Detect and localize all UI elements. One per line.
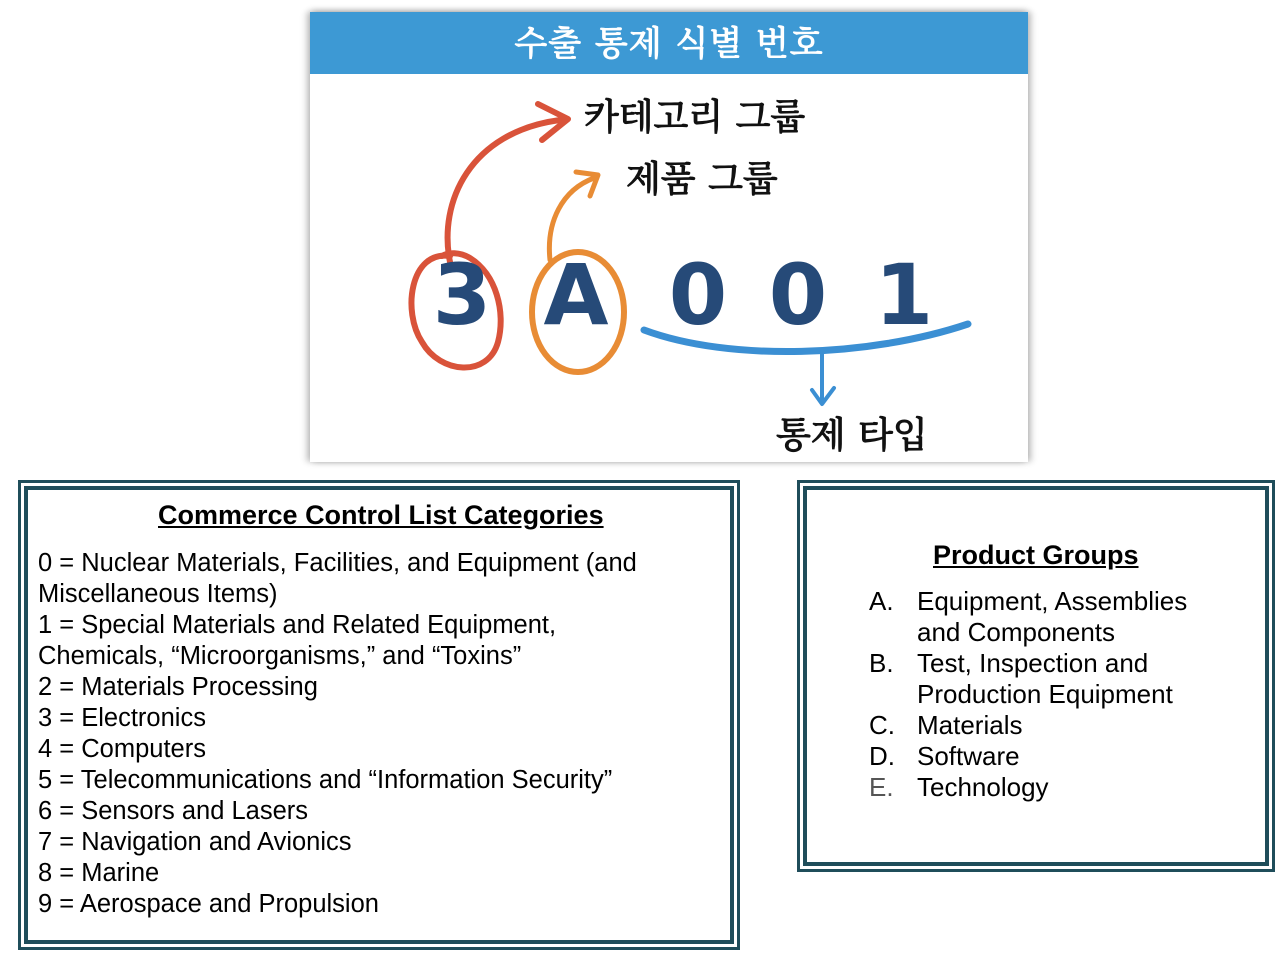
eccn-digit-control-2: 0 [768, 246, 828, 344]
eccn-digit-product: A [543, 246, 609, 344]
ccl-line: 7 = Navigation and Avionics [38, 828, 352, 856]
control-type-label: 통제 타입 [776, 415, 928, 456]
ccl-line: 1 = Special Materials and Related Equipment, [38, 611, 557, 639]
product-groups-title: Product Groups [933, 540, 1139, 570]
eccn-digit-category: 3 [432, 246, 492, 344]
ccl-line: 3 = Electronics [38, 704, 206, 732]
product-group-letter: B. [869, 648, 894, 678]
ccl-line: 0 = Nuclear Materials, Facilities, and Equipment (and [38, 549, 637, 577]
ccl-line: Miscellaneous Items) [38, 580, 278, 608]
product-groups-box [803, 486, 1269, 866]
eccn-digit-control-1: 0 [668, 246, 728, 344]
product-group-text: Test, Inspection and [917, 648, 1149, 678]
product-group-text: and Components [917, 617, 1116, 647]
product-group-letter: C. [869, 710, 895, 740]
product-group-letter: D. [869, 741, 895, 771]
product-group-text: Production Equipment [917, 679, 1173, 709]
eccn-header: 수출 통제 식별 번호 [310, 12, 1028, 74]
category-group-label: 카테고리 그룹 [584, 97, 806, 138]
product-group-label: 제품 그룹 [626, 159, 778, 200]
product-group-letter: A. [869, 586, 894, 616]
ccl-line: 2 = Materials Processing [38, 673, 318, 701]
ccl-line: 5 = Telecommunications and “Information Security” [38, 766, 613, 794]
ccl-line: Chemicals, “Microorganisms,” and “Toxins” [38, 642, 522, 670]
ccl-line: 9 = Aerospace and Propulsion [38, 890, 379, 918]
ccl-line: 6 = Sensors and Lasers [38, 797, 309, 825]
ccl-line: 8 = Marine [38, 859, 160, 887]
eccn-digit-control-3: 1 [874, 246, 934, 344]
product-group-letter: E. [869, 772, 894, 802]
product-group-text: Equipment, Assemblies [917, 586, 1188, 616]
ccl-categories-box [24, 486, 734, 944]
eccn-annotation-graphics [310, 12, 1028, 462]
eccn-diagram-card [310, 12, 1028, 462]
ccl-title: Commerce Control List Categories [158, 500, 604, 530]
ccl-line: 4 = Computers [38, 735, 206, 763]
product-group-text: Software [917, 741, 1020, 771]
product-group-text: Materials [917, 710, 1023, 740]
product-group-text: Technology [917, 772, 1049, 802]
